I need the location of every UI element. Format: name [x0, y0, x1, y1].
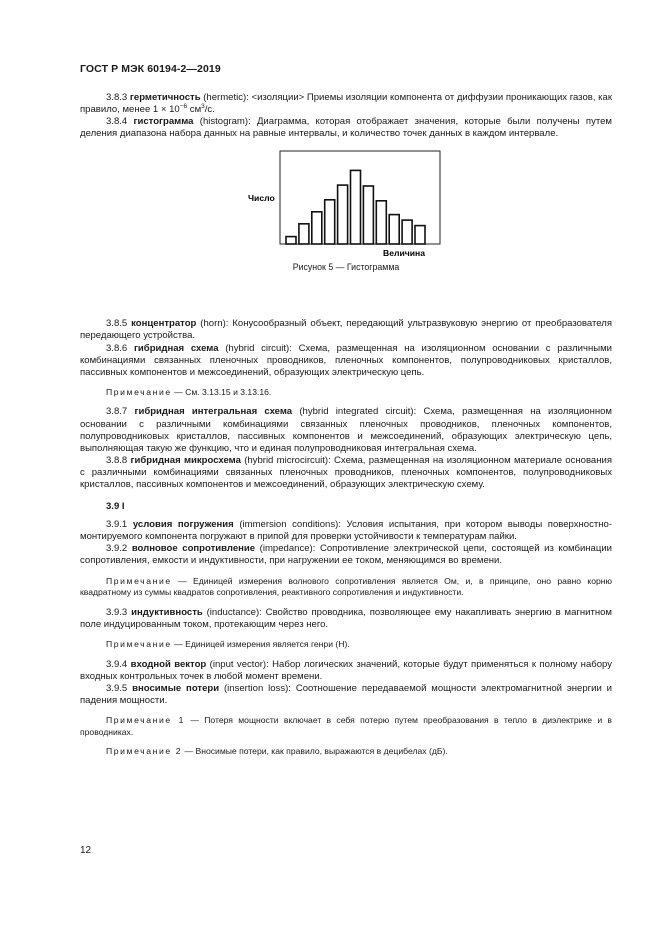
entry-number: 3.9.3 [106, 606, 128, 618]
note-3-9-5-2 [80, 746, 612, 758]
entry-term: гибридная микросхема [130, 454, 241, 466]
entry-3-8-7 [80, 406, 612, 454]
entry-text: (hybrid integrated circuit): Схема, размещенная на изоляционном основании с различными комбинациями связанных пленочных проводников, пленочных компонентов, полупроводниковых кристаллов, пассивных компонентов и межсоединений, образующих электрическую цепь, выполняющая такую же функцию, что и единая полупроводниковая интегральная схема. [80, 406, 613, 454]
entry-term: концентратор [131, 318, 197, 330]
note-text: — Потеря мощности включает в себя потерю путем преобразования в тепло в диэлектрике и в проводниках. [80, 714, 612, 737]
entry-number: 3.8.3 [106, 92, 128, 103]
entry-3-9-4 [80, 659, 612, 683]
chart-xlabel: Величина [383, 248, 425, 259]
entry-text: (inductance): Свойство проводника, позволяющее ему накапливать энергию в магнитном поле индуцированным током, протекающим через него. [80, 606, 612, 630]
entry-text: (hermetic): <изоляции> Приемы изоляции компонента от диффузии проникающих газов, как правило, менее 1 × 10 [80, 92, 613, 116]
figure-histogram [80, 146, 612, 318]
note-text: — Единицей измерения волнового сопротивления является Ом, и, в принципе, оно равно корню квадратному из суммы квадратов сопротивления, реактивного сопротивления и индуктивности. [80, 575, 612, 598]
histogram-bar [415, 226, 425, 244]
entry-number: 3.8.4 [106, 116, 128, 128]
entry-number: 3.9.1 [106, 519, 128, 531]
histogram-bar [363, 186, 373, 244]
histogram-bar [312, 212, 322, 244]
chart-ylabel: Число [248, 193, 275, 204]
entry-term: гистограмма [133, 116, 194, 128]
histogram-chart [80, 146, 612, 266]
entry-text-end: /с. [204, 104, 215, 116]
note-label: Примечание 1 [106, 714, 186, 725]
histogram-bar [338, 185, 348, 244]
entry-number: 3.9.2 [106, 543, 128, 555]
entry-term: входной вектор [130, 658, 207, 670]
note-3-9-3 [80, 639, 612, 651]
entry-text: (insertion loss): Соотношение передаваемой мощности электромагнитной энергии и падения мощности. [80, 682, 613, 706]
document-header: ГОСТ Р МЭК 60194-2—2019 [80, 63, 221, 75]
exponent-unit: 3 [201, 102, 205, 110]
entry-text: (horn): Конусообразный объект, передающий ультразвуковую энергию от преобразователя передающего устройства. [80, 318, 612, 342]
note-label: Примечание [106, 638, 172, 649]
entry-term: гибридная интегральная схема [134, 406, 293, 418]
entry-3-9-3 [80, 607, 612, 631]
entry-3-9-2 [80, 543, 612, 567]
note-text: — Единицей измерения является генри (Н). [171, 638, 350, 649]
section-heading-3-9: 3.9 I [106, 501, 125, 513]
histogram-bar [351, 171, 361, 245]
entry-3-8-6 [80, 343, 612, 379]
entry-text: (histogram): Диаграмма, которая отображает значения, которые были получены путем деления диапазона набора данных на равные интервалы, и количество точек данных в каждом интервале. [80, 116, 612, 140]
entry-term: герметичность [129, 92, 201, 103]
note-text: — См. 3.13.15 и 3.13.16. [171, 386, 272, 397]
entry-term: индуктивность [131, 606, 203, 618]
entry-text: (input vector): Набор логических значений, которые будут применяться к полному набору входных контрольных точек в любой момент времени. [80, 658, 613, 682]
entry-number: 3.8.5 [106, 318, 128, 330]
entry-number: 3.9.4 [106, 658, 128, 670]
entry-number: 3.9.5 [106, 682, 128, 694]
note-3-9-2 [80, 576, 612, 599]
figure-caption: Рисунок 5 — Гистограмма [292, 262, 400, 273]
histogram-bar [325, 200, 335, 244]
exponent: −6 [179, 102, 188, 110]
entry-number: 3.8.6 [106, 342, 128, 354]
entry-3-8-4 [80, 116, 612, 140]
note-label: Примечание 2 [106, 746, 183, 757]
entry-term: вносимые потери [132, 682, 220, 694]
note-3-9-5-1 [80, 715, 612, 738]
entry-3-8-8 [80, 455, 612, 491]
entry-3-9-1 [80, 519, 612, 543]
page-number: 12 [80, 845, 92, 856]
entry-term: гибридная схема [133, 342, 219, 354]
entry-3-8-5 [80, 318, 612, 342]
entry-term: условия погружения [132, 519, 234, 531]
histogram-bar [286, 237, 296, 244]
entry-text-unit: см [187, 104, 202, 116]
note-label: Примечание [106, 386, 172, 397]
entry-term: волновое сопротивление [131, 543, 256, 555]
note-3-8-6 [80, 387, 612, 399]
histogram-bar [402, 220, 412, 244]
entry-text: (hybrid microcircuit): Схема, размещенная на изоляционном материале основания с различными комбинациями связанных пленочных проводников, пленочных компонентов, полупроводниковых кристаллов, пассивных компонентов и межсоединений, образующих электрическую схему. [80, 454, 613, 490]
entry-3-8-3 [80, 92, 612, 116]
note-text: — Вносимые потери, как правило, выражаются в децибелах (дБ). [182, 746, 448, 757]
entry-text: (hybrid circuit): Схема, размещенная на изоляционном основании с различными комбинациями связанных пленочных проводников, пленочных компонентов, полупроводниковых кристаллов, пассивных компонентов и межсоединений, образующих электрическую цепь. [80, 342, 612, 378]
entry-text: (immersion conditions): Условия испытания, при котором выводы поверхностно-монтируемого компонента погружают в припой для проверки устойчивости к температурам пайки. [80, 519, 612, 543]
entry-3-9-5 [80, 683, 612, 707]
histogram-bar [299, 224, 309, 244]
note-label: Примечание [106, 575, 172, 586]
entry-number: 3.8.8 [106, 454, 128, 466]
histogram-bar [389, 215, 399, 244]
entry-number: 3.8.7 [106, 406, 128, 418]
page-body [80, 92, 612, 766]
entry-text: (impedance): Сопротивление электрической цепи, состоящей из комбинации сопротивления, емкости и индуктивности, при нагружении ее током, меняющимся во времени. [80, 543, 612, 567]
histogram-bar [376, 201, 386, 244]
